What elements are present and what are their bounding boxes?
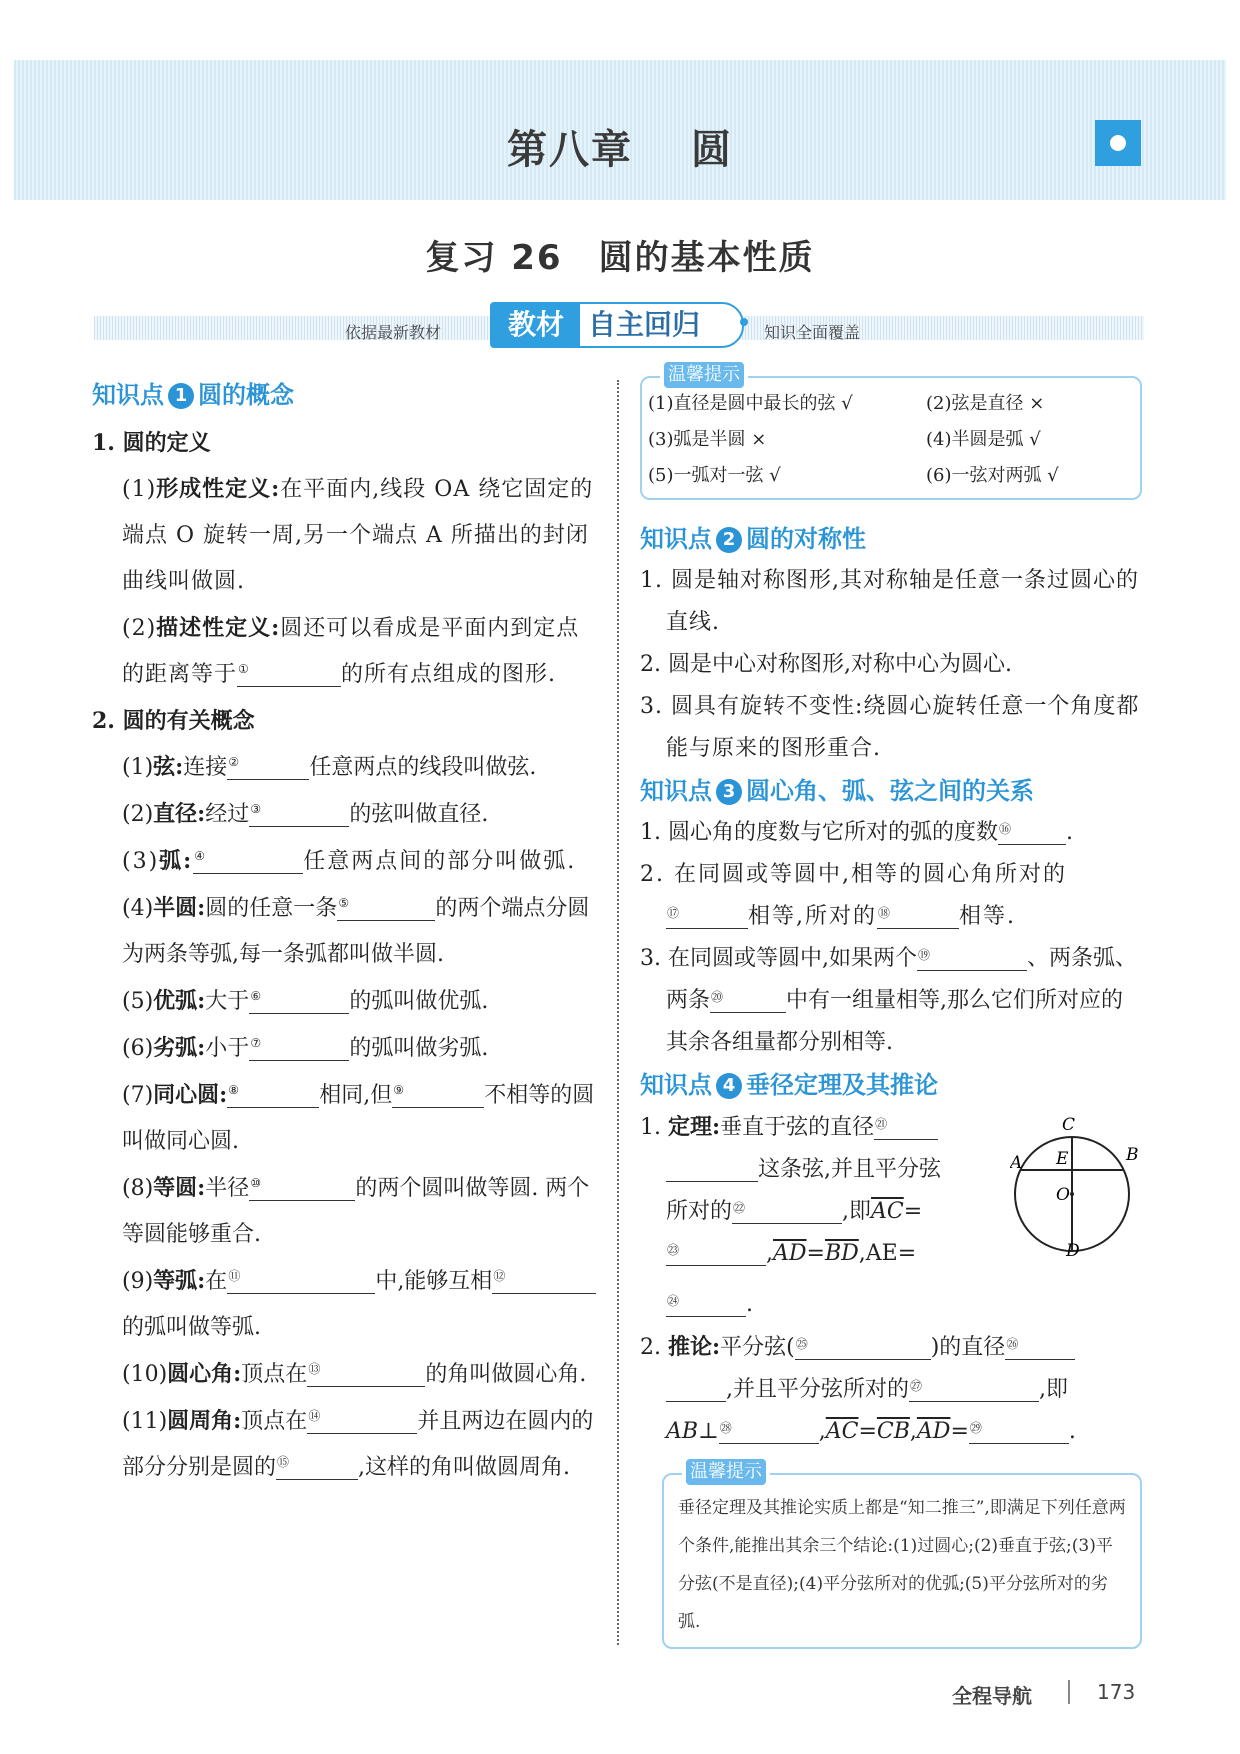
- blank-4[interactable]: ④: [193, 851, 303, 874]
- knowledge-point-3-heading: 知识点 3 圆心角、弧、弦之间的关系: [640, 777, 1034, 805]
- chapter-title: 第八章 圆: [507, 127, 733, 173]
- item-text: 在平面内,线段 OA 绕它固定的端点 O 旋转一周,另一个端点 A 所描出的封闭曲线叫做圆.: [122, 477, 594, 594]
- blank-19[interactable]: ⑲: [917, 948, 1027, 971]
- knowledge-point-1-heading: 知识点 1 圆的概念: [92, 381, 294, 409]
- section-heading: 1. 圆的定义: [92, 430, 211, 456]
- blank-21-cont[interactable]: [666, 1159, 758, 1182]
- tip-box-2: [662, 1461, 1142, 1649]
- tip-item: (4)半圆是弧 √: [926, 429, 1041, 450]
- blank-13[interactable]: ⑬: [307, 1364, 425, 1387]
- tip-item: (2)弦是直径 ×: [926, 393, 1045, 414]
- tip-item: (1)直径是圆中最长的弦 √: [648, 393, 853, 414]
- blank-24[interactable]: ㉔: [666, 1294, 746, 1317]
- tip-item: (6)一弦对两弧 √: [926, 465, 1059, 486]
- symmetry-1: 1. 圆是轴对称图形,其对称轴是任意一条过圆心的直线.: [640, 568, 1139, 635]
- blank-9[interactable]: ⑨: [392, 1085, 484, 1108]
- section-heading: 2. 圆的有关概念: [92, 708, 255, 734]
- concept-arc: (3)弧: ④ 任意两点间的部分叫做弧.: [122, 848, 577, 874]
- item-no: (2): [122, 616, 157, 641]
- definition-2: [92, 605, 598, 698]
- footer-divider: [1068, 1680, 1070, 1704]
- blank-10[interactable]: ⑩: [249, 1178, 355, 1201]
- concept-diameter: (2)直径:经过 ③ 的弦叫做直径.: [122, 801, 489, 827]
- blank-29[interactable]: ㉙: [969, 1421, 1069, 1444]
- theorem-text: 1. 定理:垂直于弦的直径 ㉑ 这条弦,并且平分弦 所对的 ㉒ ,即$\overline{AC}=$ ㉓ $,\overline{AD}=\overline{BD},AE=$: [640, 1114, 941, 1266]
- tip-item: (5)一弧对一弦 √: [648, 465, 781, 486]
- section-tag: [490, 302, 744, 348]
- corollary: 2. 推论:平分弦( ㉕ )的直径 ㉖ ,并且平分弦所对的 ㉗ ,即 AB⊥ ㉘ $,\overline{AC}=\overline{CB},\overline{AD}=$ ㉙ .: [640, 1334, 1076, 1444]
- tag-dot: [740, 318, 748, 326]
- tip-title: 温馨提示: [682, 1459, 770, 1485]
- kp-title: 圆的对称性: [746, 525, 866, 553]
- tip-box-1: [640, 364, 1142, 500]
- symmetry-3: 3. 圆具有旋转不变性:绕圆心旋转任意一个角度都能与原来的图形重合.: [640, 694, 1140, 761]
- band-left-text: 依据最新教材: [345, 323, 442, 342]
- relation-1: 1. 圆心角的度数与它所对的弧的度数 ⑯ .: [640, 820, 1073, 845]
- concept-inscribed-angle: (11)圆周角:顶点在 ⑭ 并且两边在圆内的部分分别是圆的 ⑮ ,这样的角叫做圆周角.: [122, 1408, 594, 1480]
- blank-3[interactable]: ③: [249, 804, 349, 827]
- circle-icon: [1095, 120, 1141, 166]
- concept-equal-circles: (8)等圆:半径 ⑩ 的两个圆叫做等圆. 两个等圆能够重合.: [122, 1175, 590, 1247]
- concept-central-angle: (10)圆心角:顶点在 ⑬ 的角叫做圆心角.: [122, 1361, 587, 1387]
- blank-26[interactable]: ㉖: [1005, 1337, 1075, 1360]
- item-text: 圆还可以看成是平面内到定点的距离等于: [122, 616, 580, 687]
- blank-28[interactable]: ㉘: [719, 1421, 819, 1444]
- item-no: (1): [122, 477, 157, 502]
- concept-concentric: (7)同心圆: ⑧ 相同,但 ⑨ 不相等的圆叫做同心圆.: [122, 1082, 595, 1154]
- concept-major-arc: (5)优弧:大于 ⑥ 的弧叫做优弧.: [122, 988, 489, 1014]
- theorem-block: [640, 1106, 1142, 1284]
- blank-15[interactable]: ⑮: [276, 1457, 358, 1480]
- item-term: 形成性定义:: [156, 476, 281, 502]
- kp-number: 1: [168, 383, 194, 409]
- concept-minor-arc: (6)劣弧:小于 ⑦ 的弧叫做劣弧.: [122, 1035, 489, 1061]
- blank-2[interactable]: ②: [227, 757, 309, 780]
- blank-8[interactable]: ⑧: [227, 1085, 319, 1108]
- kp-number: 4: [716, 1073, 742, 1099]
- blank-17[interactable]: ⑰: [666, 906, 748, 929]
- label-c: C: [1062, 1115, 1076, 1135]
- kp-title: 圆心角、弧、弦之间的关系: [746, 777, 1034, 805]
- label-d: D: [1066, 1241, 1080, 1258]
- label-e: E: [1056, 1149, 1069, 1169]
- blank-11[interactable]: ⑪: [227, 1271, 375, 1294]
- tag-part-b: 自主回归: [588, 308, 701, 341]
- tip-item: (3)弧是半圆 ×: [648, 429, 767, 450]
- definition-1: [92, 466, 598, 605]
- theorem-last: ㉔ .: [667, 1292, 753, 1317]
- footer-label: 全程导航: [952, 1684, 1032, 1708]
- circle-diagram: [1010, 1112, 1142, 1258]
- blank-21[interactable]: ㉑: [874, 1117, 938, 1140]
- blank-27[interactable]: ㉗: [909, 1379, 1039, 1402]
- blank-23[interactable]: ㉓: [666, 1243, 766, 1266]
- concept-chord: (1)弦:连接 ② 任意两点的线段叫做弦.: [122, 754, 537, 780]
- symmetry-2: 2. 圆是中心对称图形,对称中心为圆心.: [640, 652, 1012, 677]
- concept-list: [92, 744, 598, 1491]
- concept-equal-arcs: (9)等弧:在 ⑪ 中,能够互相 ⑫ 的弧叫做等弧.: [122, 1258, 598, 1351]
- kp-number: 3: [716, 779, 742, 805]
- blank-22[interactable]: ㉒: [732, 1201, 842, 1224]
- blank-20[interactable]: ⑳: [710, 990, 786, 1013]
- blank-7[interactable]: ⑦: [249, 1038, 349, 1061]
- tag-part-a: 教材: [492, 304, 580, 346]
- blank-5[interactable]: ⑤: [337, 898, 435, 921]
- label-o: O: [1056, 1185, 1070, 1205]
- kp-number: 2: [716, 527, 742, 553]
- right-column: [640, 364, 1142, 1649]
- tip-title: 温馨提示: [660, 362, 748, 388]
- blank-12[interactable]: ⑫: [492, 1271, 596, 1294]
- column-divider: [617, 380, 619, 1645]
- concept-semicircle: (4)半圆:圆的任意一条 ⑤ 的两个端点分圆为两条等弧,每一条弧都叫做半圆.: [122, 895, 590, 967]
- blank-6[interactable]: ⑥: [249, 991, 349, 1014]
- relation-2: 2. 在同圆或等圆中,相等的圆心角所对的 ⑰ 相等,所对的 ⑱ 相等.: [640, 862, 1067, 929]
- center-point: [1070, 1192, 1074, 1196]
- blank-26-cont[interactable]: [666, 1379, 726, 1402]
- relation-3: 3. 在同圆或等圆中,如果两个 ⑲ 、两条弧、两条 ⑳ 中有一组量相等,那么它们所对应的其余各组量都分别相等.: [640, 946, 1137, 1055]
- knowledge-point-4-heading: 知识点 4 垂径定理及其推论: [640, 1071, 938, 1099]
- blank-14[interactable]: ⑭: [307, 1411, 417, 1434]
- item-text: 的所有点组成的图形.: [341, 662, 557, 687]
- left-column: [92, 372, 598, 1491]
- label-a: A: [1010, 1153, 1023, 1173]
- blank-1[interactable]: ①: [237, 664, 341, 687]
- kp-title: 垂径定理及其推论: [746, 1071, 938, 1099]
- blank-18[interactable]: ⑱: [877, 906, 959, 929]
- kp-title: 圆的概念: [198, 381, 294, 409]
- label-b: B: [1126, 1145, 1139, 1165]
- page-number: 173: [1097, 1680, 1136, 1704]
- blank-16[interactable]: ⑯: [998, 822, 1066, 845]
- knowledge-point-2-heading: 知识点 2 圆的对称性: [640, 525, 866, 553]
- tip-items: [648, 386, 1130, 494]
- item-term: 描述性定义:: [156, 615, 281, 641]
- blank-25[interactable]: ㉕: [795, 1337, 931, 1360]
- band-right-text: 知识全面覆盖: [764, 323, 861, 342]
- lesson-title: 复习 26 圆的基本性质: [425, 238, 815, 278]
- tip-text: 垂径定理及其推论实质上都是“知二推三”,即满足下列任意两个条件,能推出其余三个结论:(1)过圆心;(2)垂直于弦;(3)平分弦(不是直径);(4)平分弦所对的优弧;(5)平分弦所对的劣弧.: [678, 1498, 1126, 1632]
